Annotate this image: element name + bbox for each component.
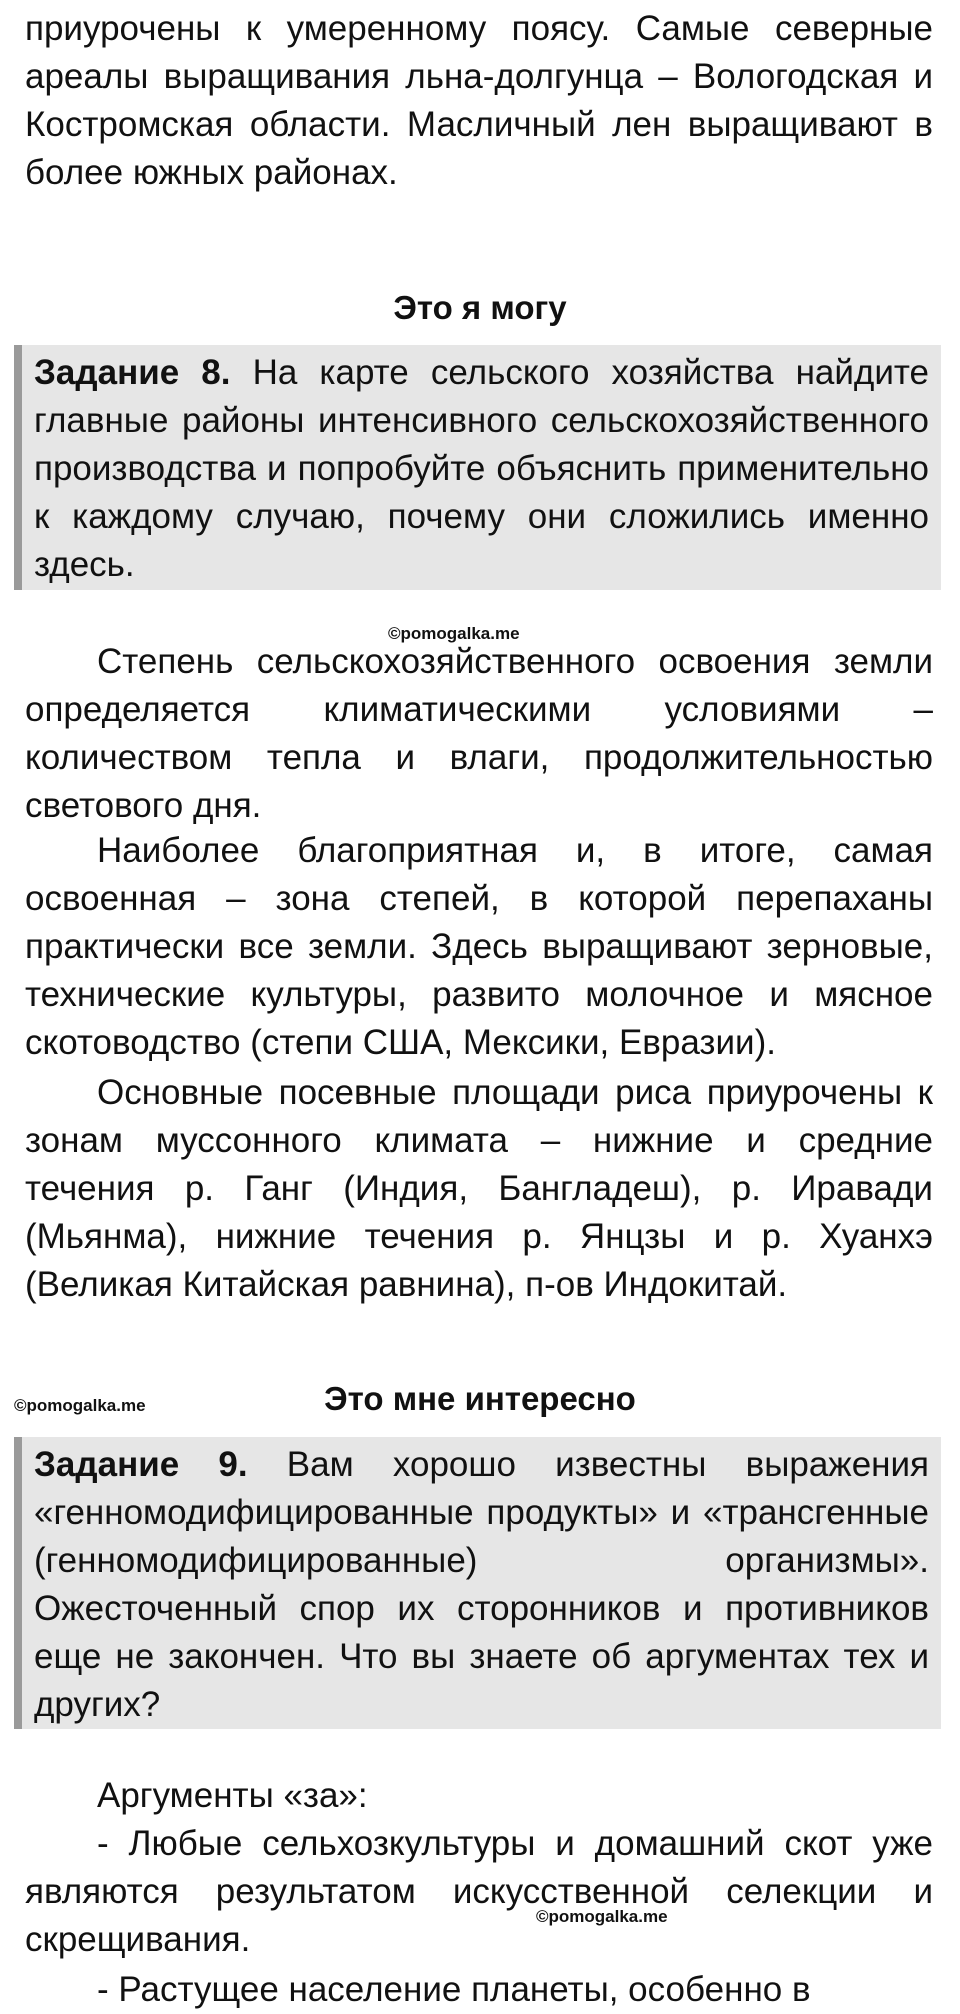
task-8-text bbox=[34, 349, 929, 589]
task-9-body: Вам хорошо известны выражения «генномодифицированные продукты» и «трансгенные (генномодифицированные) организмы». Ожесточенный спор их сторонников и противников еще не закончен. Что вы знаете об аргументах тех и других? bbox=[34, 1445, 929, 1724]
watermark: ©pomogalka.me bbox=[536, 1907, 668, 1926]
answer-8-paragraph-2: Наиболее благоприятная и, в итоге, самая освоенная – зона степей, в которой перепаханы практически все земли. Здесь выращивают зерновые, технические культуры, развито молочное и мясное скотоводство (степи США, Мексики, Евразии). bbox=[25, 831, 933, 1062]
section-heading-can-do: Это я могу bbox=[393, 289, 567, 326]
intro-paragraph: приурочены к умеренному поясу. Самые северные ареалы выращивания льна-долгунца – Вологодская и Костромская области. Масличный лен выращивают в более южных районах. bbox=[25, 9, 933, 192]
answer-8-paragraph-1: Степень сельскохозяйственного освоения земли определяется климатическими условиями – количеством тепла и влаги, продолжительностью светового дня. bbox=[25, 642, 933, 825]
argument-1: - Любые сельхозкультуры и домашний скот уже являются результатом искусственной селекции и скрещивания. bbox=[25, 1824, 933, 1959]
task-9-text bbox=[34, 1441, 929, 1729]
task-9-label: Задание 9. bbox=[34, 1445, 248, 1484]
arguments-for-title: Аргументы «за»: bbox=[97, 1776, 368, 1815]
watermark: ©pomogalka.me bbox=[388, 624, 520, 643]
task-8-label: Задание 8. bbox=[34, 353, 231, 392]
watermark: ©pomogalka.me bbox=[14, 1396, 146, 1415]
task-8-body: На карте сельского хозяйства найдите главные районы интенсивного сельскохозяйственного производства и попробуйте объяснить применительно к каждому случаю, почему они сложились именно здесь. bbox=[34, 353, 929, 584]
task-8-box bbox=[14, 345, 941, 590]
argument-2: - Растущее население планеты, особенно в bbox=[97, 1970, 811, 2009]
task-9-box bbox=[14, 1437, 941, 1729]
section-heading-interesting: Это мне интересно bbox=[324, 1380, 636, 1417]
answer-8-paragraph-3: Основные посевные площади риса приурочены к зонам муссонного климата – нижние и средние течения р. Ганг (Индия, Бангладеш), р. Иравади (Мьянма), нижние течения р. Янцзы и р. Хуанхэ (Великая Китайская равнина), п-ов Индокитай. bbox=[25, 1073, 933, 1304]
